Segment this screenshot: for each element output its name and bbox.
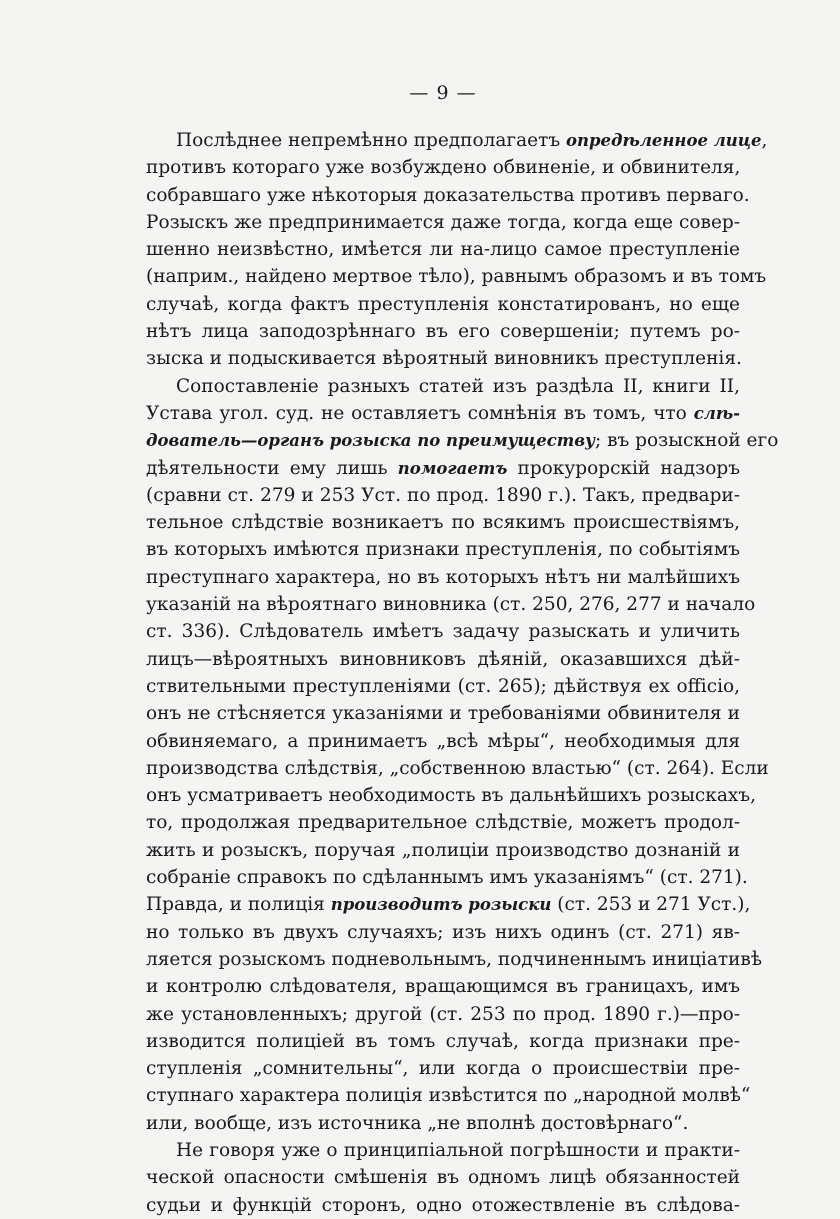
text-line: (наприм., найдено мертвое тѣло), равнымъ образомъ и въ томъ: [146, 266, 767, 288]
text-line: въ которыхъ имѣются признаки преступленія, по событіямъ: [146, 539, 740, 561]
page-number: — 9 —: [409, 82, 477, 104]
text-line: ствительными преступленіями (ст. 265); дѣйствуя ex officio,: [146, 675, 740, 697]
text-line: Розыскъ же предпринимается даже тогда, когда еще совер-: [146, 211, 740, 233]
text-line: ляется розыскомъ подневольнымъ, подчиненнымъ иниціативѣ: [146, 948, 763, 970]
text-line: Сопоставленіе разныхъ статей изъ раздѣла II, книги II,: [176, 375, 740, 397]
text-line: дѣятельности ему лишь помогаетъ прокурорскій надзоръ: [146, 457, 741, 479]
text-line: Правда, и полиція производитъ розыски (ст. 253 и 271 Уст.),: [146, 894, 751, 916]
text-line: зыска и подыскивается вѣроятный виновникъ преступленія.: [146, 348, 742, 370]
text-line: онъ усматриваетъ необходимость въ дальнѣйшихъ розыскахъ,: [146, 785, 756, 807]
text-line: то, продолжая предварительное слѣдствіе, можетъ продол-: [146, 812, 740, 834]
text-line: указаній на вѣроятнаго виновника (ст. 250, 276, 277 и начало: [146, 594, 756, 616]
text-line: Не говоря уже о принципіальной погрѣшности и практи-: [176, 1139, 740, 1161]
text-line: тельное слѣдствіе возникаетъ по всякимъ происшествіямъ,: [146, 512, 740, 534]
text-line: преступнаго характера, но въ которыхъ нѣтъ ни малѣйшихъ: [146, 566, 740, 588]
text-line: ступнаго характера полиція извѣстится по „народной молвѣ“: [146, 1085, 751, 1107]
text-line: онъ не стѣсняется указаніями и требованіями обвинителя и: [146, 703, 740, 725]
text-line: но только въ двухъ случаяхъ; изъ нихъ одинъ (ст. 271) яв-: [146, 921, 740, 943]
text-line: (сравни ст. 279 и 253 Уст. по прод. 1890 г.). Такъ, предвари-: [146, 484, 740, 506]
text-line: нѣтъ лица заподозрѣннаго въ его совершеніи; путемъ ро-: [146, 321, 740, 343]
text-line: изводится полиціей въ томъ случаѣ, когда признаки пре-: [146, 1030, 740, 1052]
text-line: Послѣднее непремѣнно предполагаетъ опредѣленное лице,: [176, 130, 768, 151]
text-line: собравшаго уже нѣкоторыя доказательства противъ перваго.: [146, 184, 750, 206]
text-line: лицъ—вѣроятныхъ виновниковъ дѣяній, оказавшихся дѣй-: [146, 648, 740, 670]
text-line: же установленныхъ; другой (ст. 253 по прод. 1890 г.)—про-: [146, 1003, 740, 1025]
text-line: или, вообще, изъ источника „не вполнѣ достовѣрнаго“.: [146, 1112, 689, 1134]
text-line: ступленія „сомнительны“, или когда о происшествіи пре-: [146, 1058, 740, 1080]
text-line: жить и розыскъ, поручая „полиціи производство дознаній и: [146, 839, 740, 861]
text-line: противъ котораго уже возбуждено обвиненіе, и обвинителя,: [146, 157, 741, 179]
text-line: собраніе справокъ по сдѣланнымъ имъ указаніямъ“ (ст. 271).: [146, 867, 748, 889]
text-line: случаѣ, когда фактъ преступленія констатированъ, но еще: [146, 293, 740, 315]
text-line: дователь—органъ розыска по преимуществу; въ розыскной его: [146, 430, 779, 452]
text-line: обвиняемаго, а принимаетъ „всѣ мѣры“, необходимыя для: [146, 730, 740, 752]
text-line: судьи и функцій сторонъ, одно отожествленіе въ слѣдова-: [146, 1194, 740, 1216]
text-line: Устава угол. суд. не оставляетъ сомнѣнія въ томъ, что слѣ-: [146, 402, 740, 424]
text-line: ст. 336). Слѣдователь имѣетъ задачу разыскать и уличить: [146, 621, 740, 643]
document-page: [146, 78, 779, 1219]
text-line: ческой опасности смѣшенія въ одномъ лицѣ обязанностей: [146, 1167, 740, 1189]
text-line: шенно неизвѣстно, имѣется ли на-лицо самое преступленіе: [146, 239, 740, 261]
text-line: производства слѣдствія, „собственною властью“ (ст. 264). Если: [146, 757, 769, 779]
text-line: и контролю слѣдователя, вращающимся въ границахъ, имъ: [146, 976, 740, 998]
